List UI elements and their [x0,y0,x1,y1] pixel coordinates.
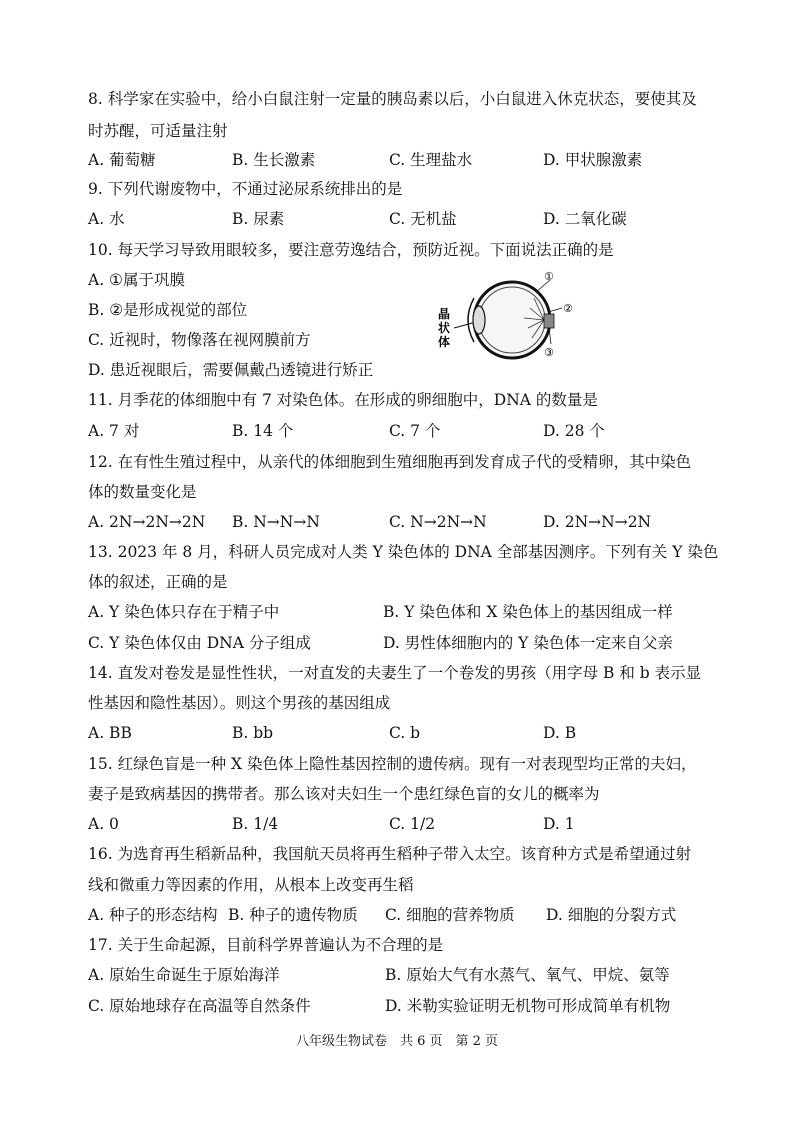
q13-option-b: B. Y 染色体和 X 染色体上的基因组成一样 [383,603,673,621]
q17-option-a: A. 原始生命诞生于原始海洋 [88,966,280,984]
q11-option-a: A. 7 对 [88,422,140,440]
q13-stem-line2: 体的叙述，正确的是 [88,573,228,591]
page-footer: 八年级生物试卷 共 6 页 第 2 页 [295,1034,499,1049]
q10-stem: 10. 每天学习导致用眼较多，要注意劳逸结合，预防近视。下面说法正确的是 [88,241,614,259]
q8-option-b: B. 生长激素 [232,151,316,169]
q10-option-b: B. ②是形成视觉的部位 [88,301,248,319]
q17-option-d: D. 米勒实验证明无机物可形成简单有机物 [385,997,671,1015]
q9-option-b: B. 尿素 [232,210,285,228]
q17-option-c: C. 原始地球存在高温等自然条件 [88,997,311,1015]
q17-stem: 17. 关于生命起源，目前科学界普遍认为不合理的是 [88,936,444,954]
q8-option-d: D. 甲状腺激素 [543,151,643,169]
q16-stem-line1: 16. 为选育再生稻新品种，我国航天员将再生稻种子带入太空。该育种方式是希望通过射 [88,845,692,863]
q11-option-d: D. 28 个 [543,422,605,440]
q15-option-d: D. 1 [543,815,575,833]
q12-stem-line1: 12. 在有性生殖过程中，从亲代的体细胞到生殖细胞再到发育成子代的受精卵，其中染色 [88,453,692,471]
lens-label-2: 状 [438,321,451,335]
q10-option-c: C. 近视时，物像落在视网膜前方 [88,331,311,349]
q8-stem-line1: 8. 科学家在实验中，给小白鼠注射一定量的胰岛素以后，小白鼠进入休克状态，要使其及 [88,90,697,108]
q11-stem: 11. 月季花的体细胞中有 7 对染色体。在形成的卵细胞中，DNA 的数量是 [88,391,598,409]
lens-shape [473,306,485,334]
q8-option-c: C. 生理盐水 [389,151,473,169]
q14-option-b: B. bb [232,724,274,742]
q14-stem-line1: 14. 直发对卷发是显性性状，一对直发的夫妻生了一个卷发的男孩（用字母 B 和 b 表示显 [88,664,702,682]
q10-option-d: D. 患近视眼后，需要佩戴凸透镜进行矫正 [88,361,374,379]
q12-option-d: D. 2N→N→2N [543,513,652,531]
q15-stem-line1: 15. 红绿色盲是一种 X 染色体上隐性基因控制的遗传病。现有一对表现型均正常的夫妇， [88,755,697,773]
q16-option-b: B. 种子的遗传物质 [228,906,358,924]
q9-option-d: D. 二氧化碳 [543,210,627,228]
eye-diagram [432,268,582,364]
q14-option-d: D. B [543,724,577,742]
q13-option-d: D. 男性体细胞内的 Y 染色体一定来自父亲 [383,634,673,652]
q14-option-a: A. BB [88,724,132,742]
q14-option-c: C. b [389,724,421,742]
q15-stem-line2: 妻子是致病基因的携带者。那么该对夫妇生一个患红绿色盲的女儿的概率为 [88,785,600,803]
q12-option-a: A. 2N→2N→2N [88,513,206,531]
q8-stem-line2: 时苏醒，可适量注射 [88,122,228,140]
q12-option-b: B. N→N→N [232,513,320,531]
q10-option-a: A. ①属于巩膜 [88,271,185,289]
mark-2: ② [563,302,573,315]
q15-option-c: C. 1/2 [389,815,436,833]
q9-option-a: A. 水 [88,210,125,228]
optic-nerve [544,314,554,328]
q13-option-c: C. Y 染色体仅由 DNA 分子组成 [88,634,311,652]
q12-option-c: C. N→2N→N [389,513,487,531]
q16-stem-line2: 线和微重力等因素的作用，从根本上改变再生稻 [88,876,414,894]
q8-option-a: A. 葡萄糖 [88,151,156,169]
q16-option-c: C. 细胞的营养物质 [385,906,515,924]
lens-label-1: 晶 [438,307,451,321]
q9-option-c: C. 无机盐 [389,210,457,228]
q12-stem-line2: 体的数量变化是 [88,483,197,501]
q15-option-b: B. 1/4 [232,815,279,833]
q15-option-a: A. 0 [88,815,119,833]
q16-option-d: D. 细胞的分裂方式 [546,906,677,924]
mark-3: ③ [544,346,554,359]
q11-option-c: C. 7 个 [389,422,441,440]
mark-1: ① [544,270,554,283]
q17-option-b: B. 原始大气有水蒸气、氧气、甲烷、氨等 [385,966,670,984]
q14-stem-line2: 性基因和隐性基因）。则这个男孩的基因组成 [88,694,391,712]
q16-option-a: A. 种子的形态结构 [88,906,218,924]
q13-stem-line1: 13. 2023 年 8 月，科研人员完成对人类 Y 染色体的 DNA 全部基因测序。下列有关 Y 染色 [88,543,719,561]
q9-stem: 9. 下列代谢废物中，不通过泌尿系统排出的是 [88,180,403,198]
q13-option-a: A. Y 染色体只存在于精子中 [88,603,280,621]
lens-label-3: 体 [438,335,451,349]
q11-option-b: B. 14 个 [232,422,294,440]
